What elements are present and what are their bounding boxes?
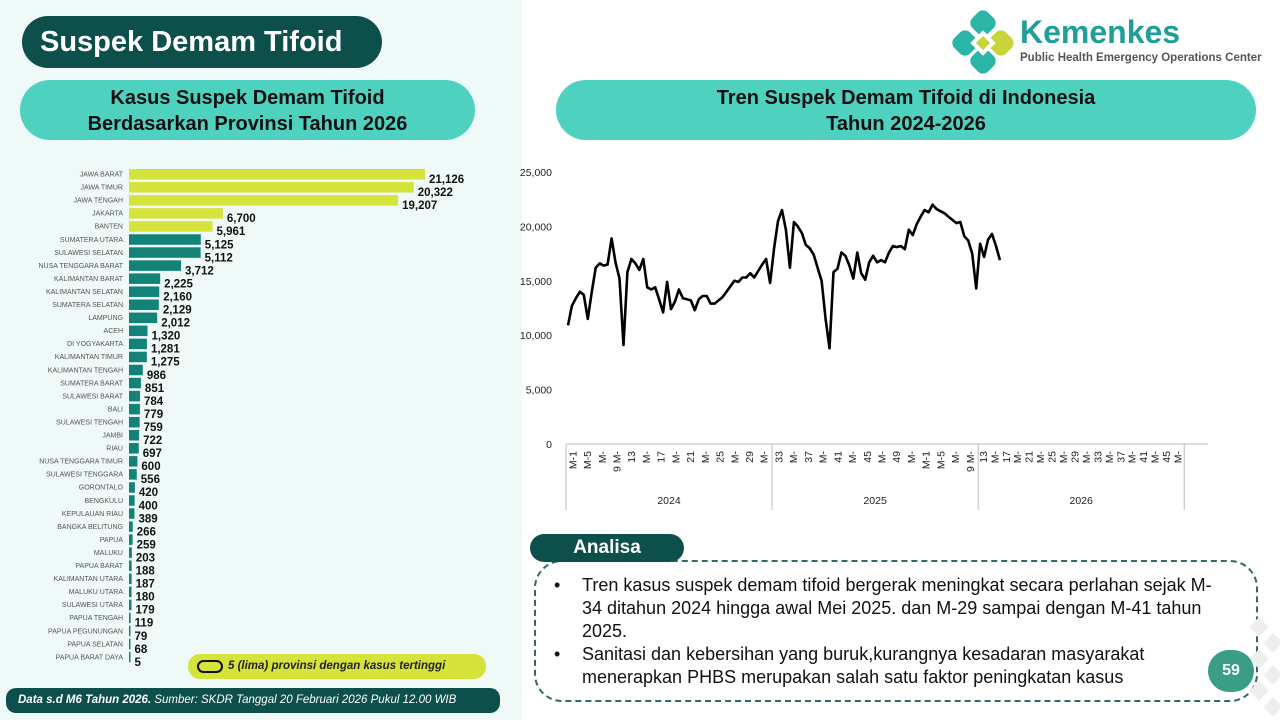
bar xyxy=(129,352,147,363)
legend-swatch xyxy=(197,660,223,673)
bar-category-label: JAKARTA xyxy=(92,210,123,218)
x-tick-label: 45 xyxy=(1161,451,1174,463)
bar-value-label: 180 xyxy=(135,591,155,604)
x-tick-label: 49 xyxy=(891,451,904,463)
analisa-list xyxy=(548,574,1228,689)
x-tick-label: 29 xyxy=(743,451,756,463)
bar-value-label: 784 xyxy=(143,395,164,408)
bar-category-label: NUSA TENGGARA BARAT xyxy=(38,262,123,270)
bar-category-label: SULAWESI SELATAN xyxy=(54,249,123,257)
bar xyxy=(129,247,201,257)
logo-subtitle: Public Health Emergency Operations Center xyxy=(1020,52,1262,64)
bar xyxy=(129,521,133,532)
bar xyxy=(129,443,139,454)
footer-data-date: Data s.d M6 Tahun 2026. xyxy=(18,694,152,706)
bar-value-label: 21,126 xyxy=(429,174,465,186)
bar xyxy=(129,182,414,193)
bar-category-label: PAPUA PEGUNUNGAN xyxy=(48,628,123,636)
bar xyxy=(129,169,425,180)
x-tick-label: 33 xyxy=(773,451,786,463)
bar-category-label: BALI xyxy=(107,406,123,414)
year-label: 2026 xyxy=(1069,495,1093,507)
bar-value-label: 1,275 xyxy=(150,356,180,369)
bar xyxy=(129,574,132,585)
bar-category-label: DI YOGYAKARTA xyxy=(67,341,123,349)
bar-value-label: 5,112 xyxy=(204,252,233,265)
x-tick-label: 37 xyxy=(802,451,815,463)
bar xyxy=(129,260,181,271)
footer-source xyxy=(6,688,500,713)
bar-value-label: 400 xyxy=(138,500,158,513)
bar-value-label: 203 xyxy=(135,552,156,565)
bar-category-label: BENGKULU xyxy=(84,497,123,505)
bar xyxy=(129,273,160,284)
bar xyxy=(129,195,398,206)
bar xyxy=(129,652,131,663)
bar-value-label: 851 xyxy=(144,382,165,395)
bar-value-label: 188 xyxy=(135,565,155,578)
bar-category-label: ACEH xyxy=(103,328,123,336)
bar xyxy=(129,378,141,389)
bar-value-label: 722 xyxy=(143,435,163,447)
x-tick-label: 17 xyxy=(1000,451,1013,463)
bar xyxy=(129,430,139,441)
x-tick-label: M- xyxy=(1103,451,1116,464)
bar-category-label: PAPUA BARAT xyxy=(75,563,123,570)
bar-value-label: 179 xyxy=(135,604,155,617)
bar-value-label: 779 xyxy=(143,408,164,421)
bar-value-label: 759 xyxy=(143,421,163,434)
year-label: 2025 xyxy=(863,495,887,507)
x-tick-label: M- xyxy=(1012,451,1025,464)
bar xyxy=(129,626,131,637)
x-tick-label: M-1 xyxy=(567,451,580,470)
x-tick-label: M- xyxy=(1080,451,1093,464)
bar-category-label: BANTEN xyxy=(94,223,123,231)
x-tick-label: 13 xyxy=(626,451,639,463)
bar xyxy=(129,547,132,558)
x-tick-label: 41 xyxy=(832,451,845,463)
bar-value-label: 1,320 xyxy=(151,330,181,343)
x-tick-label: M-5 xyxy=(582,451,595,470)
x-tick-label: 21 xyxy=(685,451,698,463)
y-tick-label: 15,000 xyxy=(519,275,552,288)
x-tick-label: 25 xyxy=(714,451,727,463)
x-tick-label: 9 M- xyxy=(964,451,977,472)
bar-category-label: KALIMANTAN TIMUR xyxy=(54,354,123,362)
bar xyxy=(129,234,201,245)
bar-value-label: 2,160 xyxy=(163,291,193,304)
bar xyxy=(129,208,223,219)
page-number: 59 xyxy=(1208,650,1254,692)
x-tick-label: M- xyxy=(905,451,918,464)
bar-value-label: 19,207 xyxy=(402,200,438,213)
bar-value-label: 5,961 xyxy=(216,226,246,239)
x-tick-label: 37 xyxy=(1115,451,1128,463)
right-chart-header-line2: Tahun 2024-2026 xyxy=(826,113,986,135)
bar xyxy=(129,313,157,324)
bar-value-label: 5 xyxy=(134,656,141,669)
bar-category-label: SULAWESI TENGGARA xyxy=(45,471,123,479)
bar xyxy=(129,495,135,506)
legend-text: 5 (lima) provinsi dengan kasus tertinggi xyxy=(228,660,446,672)
bar-category-label: SULAWESI UTARA xyxy=(61,602,123,610)
bar-category-label: KALIMANTAN SELATAN xyxy=(45,288,123,296)
bar-category-label: RIAU xyxy=(106,445,123,453)
x-tick-label: M- xyxy=(1035,451,1048,464)
bar-category-label: LAMPUNG xyxy=(88,315,123,323)
bar xyxy=(129,508,134,519)
bar-category-label: PAPUA SELATAN xyxy=(67,641,123,649)
y-tick-label: 20,000 xyxy=(519,221,552,234)
x-tick-label: 25 xyxy=(1046,451,1059,463)
bar-value-label: 986 xyxy=(146,369,167,382)
x-tick-label: M- xyxy=(817,451,830,464)
x-tick-label: M- xyxy=(699,451,712,464)
kemenkes-logo xyxy=(952,10,1272,76)
bar-category-label: SULAWESI BARAT xyxy=(62,393,123,401)
x-tick-label: M-5 xyxy=(935,451,948,470)
left-chart-header-line1: Kasus Suspek Demam Tifoid xyxy=(110,87,385,109)
x-tick-label: M- xyxy=(729,451,742,464)
bar-value-label: 259 xyxy=(136,539,156,552)
legend-top5 xyxy=(188,654,486,679)
bar xyxy=(129,534,133,545)
bar-category-label: JAWA TIMUR xyxy=(80,184,123,192)
x-tick-label: 21 xyxy=(1023,451,1036,463)
x-tick-label: M- xyxy=(670,451,683,464)
bar-value-label: 420 xyxy=(138,487,159,500)
bar-category-label: SUMATERA BARAT xyxy=(60,380,123,388)
bar-category-label: PAPUA BARAT DAYA xyxy=(55,654,123,662)
bar-category-label: MALUKU xyxy=(93,549,123,557)
x-tick-label: M- xyxy=(876,451,889,464)
bar-value-label: 600 xyxy=(141,461,161,474)
x-tick-label: 29 xyxy=(1069,451,1082,463)
bar xyxy=(129,417,140,428)
analisa-label: Analisa xyxy=(530,534,684,562)
y-tick-label: 25,000 xyxy=(519,167,552,179)
bar xyxy=(129,286,159,297)
bar-category-label: KALIMANTAN BARAT xyxy=(54,275,123,283)
bar-category-label: KEPULAUAN RIAU xyxy=(61,510,123,518)
y-tick-label: 5,000 xyxy=(525,384,552,397)
x-tick-label: M- xyxy=(847,451,860,464)
x-tick-label: M- xyxy=(640,451,653,464)
x-tick-label: M- xyxy=(1172,451,1185,464)
analisa-bullet: • Sanitasi dan kebersihan yang buruk,kurangnya kesadaran masyarakat menerapkan PHBS merupakan salah satu faktor peningkatan kasus xyxy=(548,643,1228,689)
bar xyxy=(129,365,143,376)
bar-value-label: 187 xyxy=(135,578,155,591)
bar xyxy=(129,326,147,337)
bar-category-label: JAWA TENGAH xyxy=(73,197,123,205)
x-tick-label: 13 xyxy=(977,451,990,463)
bar-value-label: 5,125 xyxy=(204,239,234,252)
bar xyxy=(129,469,137,480)
bar-value-label: 20,322 xyxy=(417,187,453,200)
bar-value-label: 266 xyxy=(136,526,156,539)
bar xyxy=(129,639,131,650)
bar-category-label: GORONTALO xyxy=(78,484,123,492)
bar-value-label: 2,129 xyxy=(162,304,192,317)
bar xyxy=(129,482,135,493)
bar xyxy=(129,613,131,624)
x-tick-label: 17 xyxy=(655,451,668,463)
bar xyxy=(129,456,137,467)
bar-value-label: 68 xyxy=(134,643,148,656)
x-tick-label: M- xyxy=(596,451,609,464)
bar-value-label: 2,012 xyxy=(161,317,190,330)
bar-category-label: MALUKU UTARA xyxy=(68,589,123,597)
x-tick-label: M- xyxy=(1149,451,1162,464)
bar-value-label: 1,281 xyxy=(150,343,180,356)
x-tick-label: M- xyxy=(989,451,1002,464)
bar-category-label: SUMATERA UTARA xyxy=(59,236,123,244)
trend-line-chart xyxy=(508,156,1253,526)
x-tick-label: M- xyxy=(1126,451,1139,464)
kemenkes-logo-icon xyxy=(952,10,1014,76)
bar-value-label: 389 xyxy=(138,513,158,526)
x-tick-label: 45 xyxy=(861,451,874,463)
x-tick-label: M- xyxy=(788,451,801,464)
x-tick-label: 9 M- xyxy=(611,451,624,472)
bar-category-label: SUMATERA SELATAN xyxy=(52,302,123,309)
year-label: 2024 xyxy=(657,495,681,507)
bar-category-label: KALIMANTAN TENGAH xyxy=(47,367,123,375)
bar-category-label: JAMBI xyxy=(102,432,123,440)
logo-name: Kemenkes xyxy=(1020,14,1181,50)
bar xyxy=(129,391,140,402)
bar xyxy=(129,600,132,611)
bar xyxy=(129,221,213,232)
x-tick-label: M-1 xyxy=(920,451,933,470)
bar xyxy=(129,561,132,572)
trend-series-line xyxy=(568,205,1000,349)
bar-category-label: SULAWESI TENGAH xyxy=(56,419,123,427)
left-chart-header-line2: Berdasarkan Provinsi Tahun 2026 xyxy=(87,113,408,135)
bar-value-label: 6,700 xyxy=(226,213,256,226)
bar-value-label: 697 xyxy=(142,448,162,461)
y-tick-label: 0 xyxy=(546,439,552,451)
bar xyxy=(129,300,159,311)
page-title: Suspek Demam Tifoid xyxy=(22,16,382,68)
footer-source-text: Sumber: SKDR Tanggal 20 Februari 2026 Pukul 12.00 WIB xyxy=(151,694,457,706)
bar-value-label: 79 xyxy=(134,630,148,643)
x-tick-label: M- xyxy=(950,451,963,464)
analisa-bullet: • Tren kasus suspek demam tifoid bergerak meningkat secara perlahan sejak M-34 ditahun 2024 hingga awal Mei 2025. dan M-29 sampai dengan M-41 tahun 2025. xyxy=(548,574,1228,643)
x-tick-label: M- xyxy=(758,451,771,464)
bar-category-label: KALIMANTAN UTARA xyxy=(53,576,123,584)
bar-value-label: 119 xyxy=(134,617,154,630)
bar-category-label: PAPUA TENGAH xyxy=(69,615,123,623)
x-tick-label: 41 xyxy=(1138,451,1151,463)
bar-category-label: NUSA TENGGARA TIMUR xyxy=(39,458,123,466)
bar-value-label: 3,712 xyxy=(185,265,214,278)
y-tick-label: 10,000 xyxy=(519,330,552,343)
right-chart-header-line1: Tren Suspek Demam Tifoid di Indonesia xyxy=(716,87,1096,109)
bar-category-label: BANGKA BELITUNG xyxy=(57,523,123,531)
bar xyxy=(129,339,147,350)
bar-value-label: 2,225 xyxy=(164,278,193,291)
right-chart-header xyxy=(556,80,1256,140)
x-tick-label: M- xyxy=(1058,451,1071,464)
bar xyxy=(129,587,132,598)
bar xyxy=(129,404,140,415)
left-chart-header xyxy=(20,80,475,140)
bar-category-label: JAWA BARAT xyxy=(79,171,123,179)
bar-category-label: PAPUA xyxy=(99,536,123,544)
x-tick-label: 33 xyxy=(1092,451,1105,463)
bar-value-label: 556 xyxy=(140,474,160,487)
